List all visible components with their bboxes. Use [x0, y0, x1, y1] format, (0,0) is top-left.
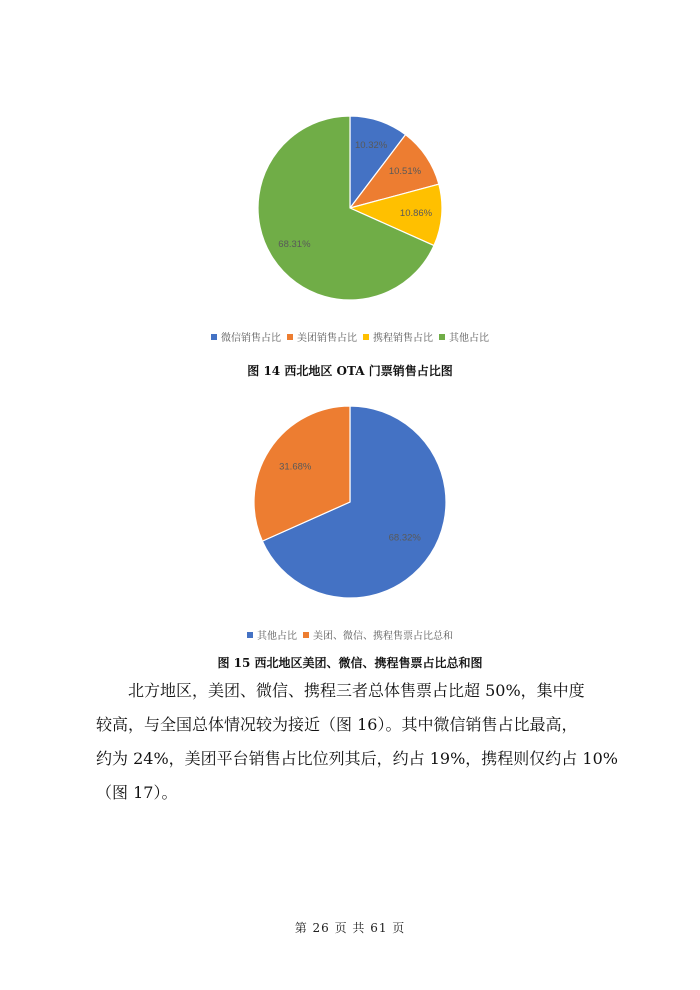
paragraph-line: 约为 24%，美团平台销售占比位列其后，约占 19%，携程则仅约占 10% [96, 749, 618, 768]
slice-data-label: 31.68% [279, 461, 312, 473]
legend-swatch [303, 632, 309, 638]
page-number-footer: 第 26 页 共 61 页 [294, 921, 406, 935]
legend-label: 携程销售占比 [373, 333, 433, 344]
slice-data-label: 10.86% [399, 208, 433, 220]
pie-chart-1-legend [0, 329, 700, 344]
pie-chart-combined-share [150, 398, 550, 608]
legend-swatch [287, 334, 293, 340]
paragraph-line: （图 17）。 [96, 783, 178, 802]
pie-chart-2-legend [0, 627, 700, 642]
paragraph-line: 北方地区，美团、微信、携程三者总体售票占比超 50%，集中度 [128, 681, 585, 700]
legend-swatch [211, 334, 217, 340]
legend-swatch [439, 334, 445, 340]
pie-chart-2-svg [150, 398, 550, 608]
legend-item [303, 627, 453, 642]
slice-data-label: 10.32% [354, 140, 388, 152]
legend-swatch [247, 632, 253, 638]
body-paragraph [96, 674, 618, 810]
legend-label: 其他占比 [257, 631, 297, 642]
legend-item [363, 329, 433, 344]
legend-label: 美团、微信、携程售票占比总和 [313, 631, 453, 642]
legend-label: 微信销售占比 [221, 333, 281, 344]
slice-data-label: 68.31% [278, 239, 311, 251]
legend-swatch [363, 334, 369, 340]
legend-item [211, 329, 281, 344]
slice-data-label: 10.51% [388, 166, 422, 178]
slice-data-label: 68.32% [388, 532, 421, 544]
legend-item [247, 627, 297, 642]
legend-label: 美团销售占比 [297, 333, 357, 344]
figure-14-caption: 图 14 西北地区 OTA 门票销售占比图 [247, 364, 453, 378]
pie-chart-1-svg [150, 108, 550, 308]
pie-chart-ota-share [150, 108, 550, 308]
figure-15-caption: 图 15 西北地区美团、微信、携程售票占比总和图 [217, 656, 483, 670]
legend-item [287, 329, 357, 344]
legend-item [439, 329, 489, 344]
legend-label: 其他占比 [449, 333, 489, 344]
paragraph-line: 较高，与全国总体情况较为接近（图 16）。其中微信销售占比最高， [96, 715, 578, 734]
